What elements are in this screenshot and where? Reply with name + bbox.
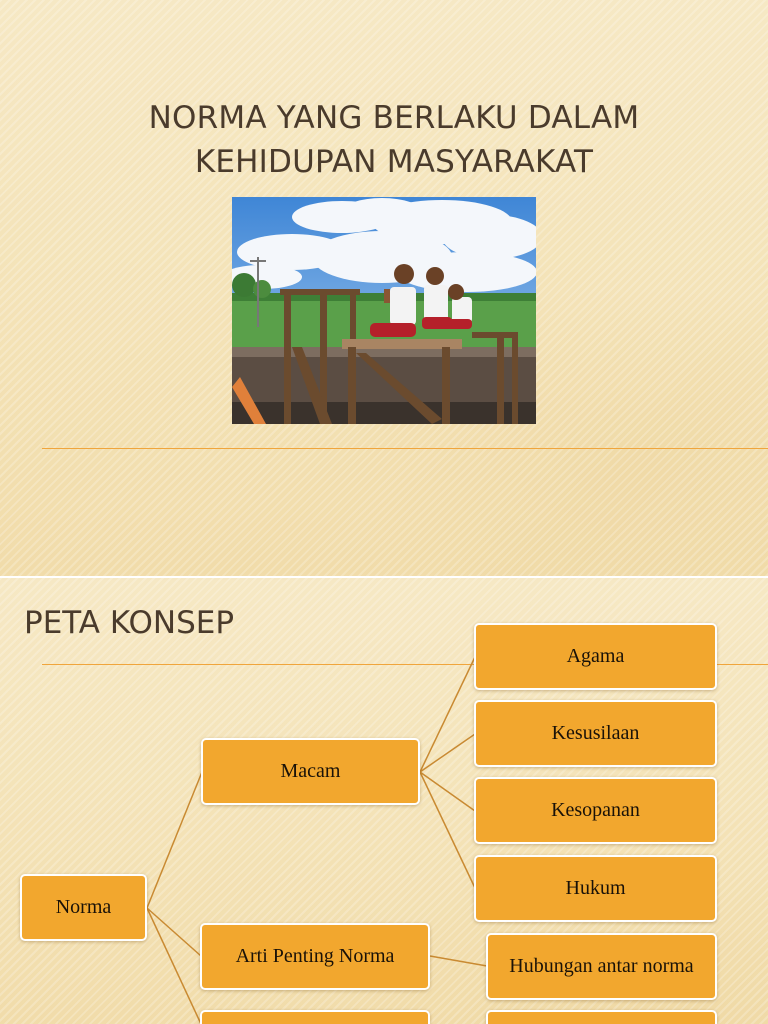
node-arti-penting-norma: Arti Penting Norma: [200, 923, 430, 990]
connector-arti-hubungan: [430, 956, 487, 966]
node-hukum: Hukum: [474, 855, 717, 922]
node-norma: Norma: [20, 874, 147, 941]
students-photo-illustration: [232, 197, 536, 424]
connector-norma-next: [147, 908, 201, 1024]
connector-macam-kesopanan: [420, 772, 475, 811]
connector-norma-macam: [147, 772, 202, 908]
students-photo: [232, 197, 536, 424]
node-kesusilaan: Kesusilaan: [474, 700, 717, 767]
concept-map-slide: [0, 578, 768, 1024]
node-partial-bottom: [200, 1010, 430, 1024]
node-macam: Macam: [201, 738, 420, 805]
title-divider: [42, 448, 768, 449]
node-partial-bottom-right: [486, 1010, 717, 1024]
connector-macam-agama: [420, 657, 475, 772]
connector-norma-arti: [147, 908, 201, 956]
node-kesopanan: Kesopanan: [474, 777, 717, 844]
slide-title: [40, 96, 748, 184]
slide-title: PETA KONSEP: [24, 605, 235, 641]
title-line-2: KEHIDUPAN MASYARAKAT: [194, 144, 594, 180]
title-line-1: NORMA YANG BERLAKU DALAM: [148, 100, 640, 136]
node-hubungan-antar-norma: Hubungan antar norma: [486, 933, 717, 1000]
connector-macam-hukum: [420, 772, 475, 888]
connector-macam-kesusilaan: [420, 734, 475, 772]
node-agama: Agama: [474, 623, 717, 690]
